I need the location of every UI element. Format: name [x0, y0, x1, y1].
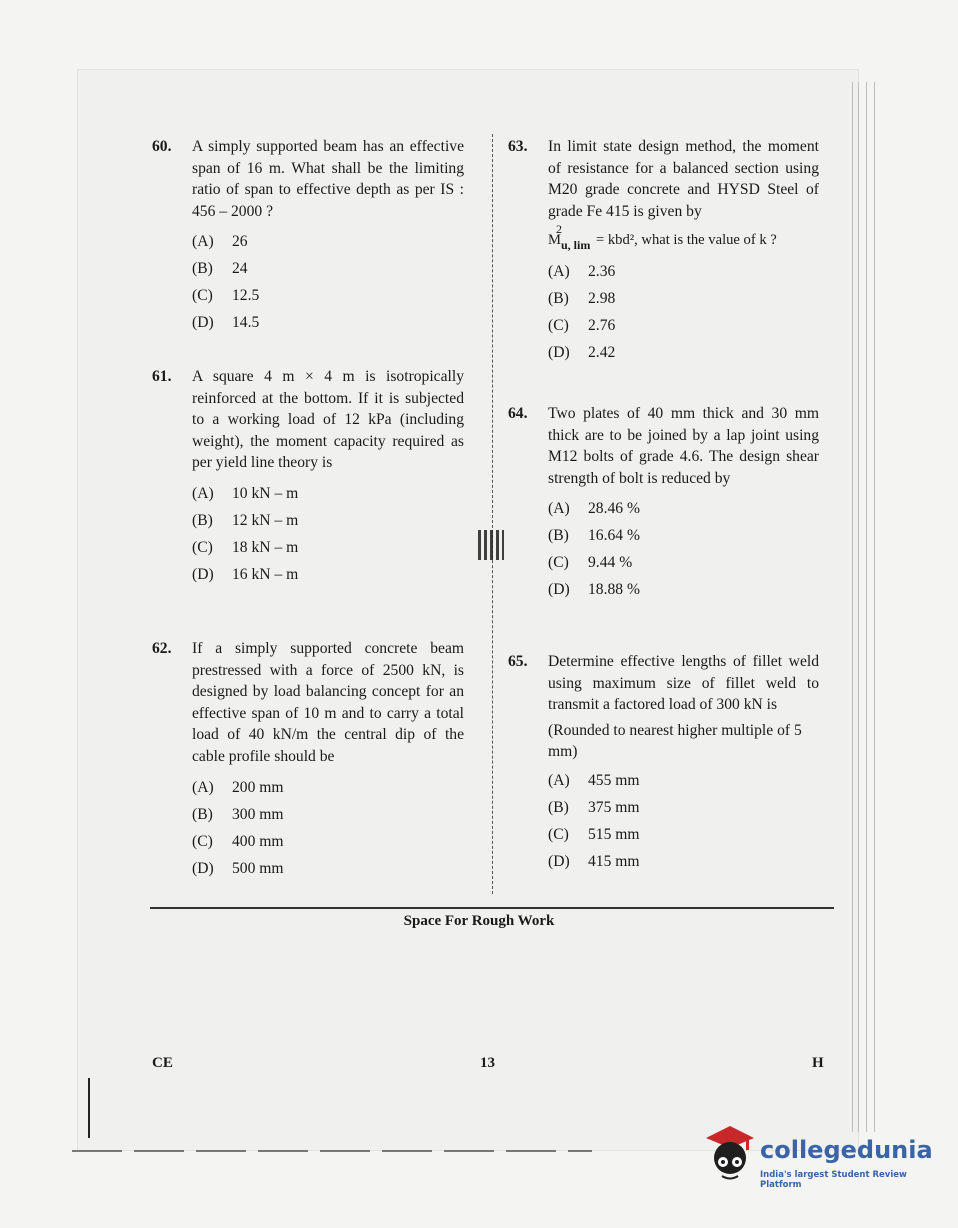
- question-64: [508, 403, 819, 603]
- question-63: [508, 136, 819, 366]
- option-d[interactable]: (D) 18.88 %: [548, 581, 640, 599]
- footer-booklet-series: H: [812, 1055, 824, 1071]
- option-b[interactable]: (B) 16.64 %: [548, 527, 640, 545]
- option-b[interactable]: (B) 12 kN – m: [192, 511, 299, 529]
- question-number: 65.: [508, 653, 528, 670]
- question-number: 61.: [152, 368, 172, 385]
- question-61: [152, 366, 464, 588]
- question-number: 63.: [508, 138, 528, 155]
- column-divider: [492, 134, 493, 894]
- footer-page-number: 13: [480, 1055, 495, 1071]
- question-number: 60.: [152, 138, 172, 155]
- option-c[interactable]: (C) 9.44 %: [548, 554, 633, 572]
- option-a[interactable]: (A) 2.36: [548, 262, 616, 280]
- logo-wordmark: collegedunia: [760, 1136, 933, 1164]
- moment-formula: M 2 $_{u, lim}$ = kbd², what is the value of k ?: [548, 222, 777, 253]
- page-edge-lines: [848, 82, 884, 1132]
- option-d[interactable]: (D) 415 mm: [548, 852, 640, 870]
- option-a[interactable]: (A) 28.46 %: [548, 500, 640, 518]
- question-text: A square 4 m × 4 m is isotropically reinforced at the bottom. If it is subjected to a working load of 12 kPa (including weight), the moment capacity required as per yield line theory is: [192, 368, 464, 472]
- question-text: Determine effective lengths of fillet weld using maximum size of fillet weld to transmit a factored load of 300 kN is: [548, 653, 819, 714]
- option-a[interactable]: (A) 455 mm: [548, 771, 640, 789]
- question-number: 62.: [152, 640, 172, 657]
- option-a[interactable]: (A) 200 mm: [192, 778, 284, 796]
- question-text: Two plates of 40 mm thick and 30 mm thick are to be joined by a lap joint using M12 bolts of grade 4.6. The design shear strength of bolt is reduced by: [548, 405, 819, 487]
- logo-tagline: India's largest Student Review Platform: [760, 1170, 907, 1190]
- question-62: [152, 638, 464, 882]
- option-b[interactable]: (B) 24: [192, 260, 248, 278]
- footer-subject-code: CE: [152, 1055, 173, 1071]
- question-note: (Rounded to nearest higher multiple of 5 mm): [548, 721, 802, 761]
- option-c[interactable]: (C) 12.5: [192, 287, 260, 305]
- question-number: 64.: [508, 405, 528, 422]
- question-65: [508, 651, 819, 875]
- question-60: [152, 136, 464, 336]
- option-b[interactable]: (B) 375 mm: [548, 798, 640, 816]
- scan-edge-dashes: [72, 1150, 592, 1152]
- collegedunia-logo: [700, 1118, 940, 1198]
- graduate-mascot-icon: [700, 1118, 758, 1188]
- question-text: A simply supported beam has an effective span of 16 m. What shall be the limiting ratio of span to effective depth as per IS : 456 – 2000 ?: [192, 138, 464, 220]
- option-a[interactable]: (A) 10 kN – m: [192, 484, 299, 502]
- rough-work-label: Space For Rough Work: [403, 913, 555, 929]
- margin-mark: [88, 1078, 90, 1138]
- option-d[interactable]: (D) 14.5: [192, 314, 260, 332]
- question-text: If a simply supported concrete beam prestressed with a force of 2500 kN, is designed by load balancing concept for an effective span of 10 m and to carry a total load of 40 kN/m the central dip of the cable profile should be: [192, 640, 464, 765]
- option-d[interactable]: (D) 2.42: [548, 343, 616, 361]
- option-d[interactable]: (D) 16 kN – m: [192, 565, 299, 583]
- qr-code-icon: [478, 530, 504, 560]
- option-a[interactable]: (A) 26: [192, 233, 248, 251]
- section-divider: [150, 907, 834, 909]
- option-b[interactable]: (B) 300 mm: [192, 805, 284, 823]
- option-d[interactable]: (D) 500 mm: [192, 859, 284, 877]
- option-c[interactable]: (C) 515 mm: [548, 825, 640, 843]
- option-b[interactable]: (B) 2.98: [548, 289, 616, 307]
- option-c[interactable]: (C) 2.76: [548, 316, 616, 334]
- option-c[interactable]: (C) 400 mm: [192, 832, 284, 850]
- question-text: In limit state design method, the moment of resistance for a balanced section using M20 grade concrete and HYSD Steel of grade Fe 415 is given by: [548, 138, 819, 220]
- option-c[interactable]: (C) 18 kN – m: [192, 538, 299, 556]
